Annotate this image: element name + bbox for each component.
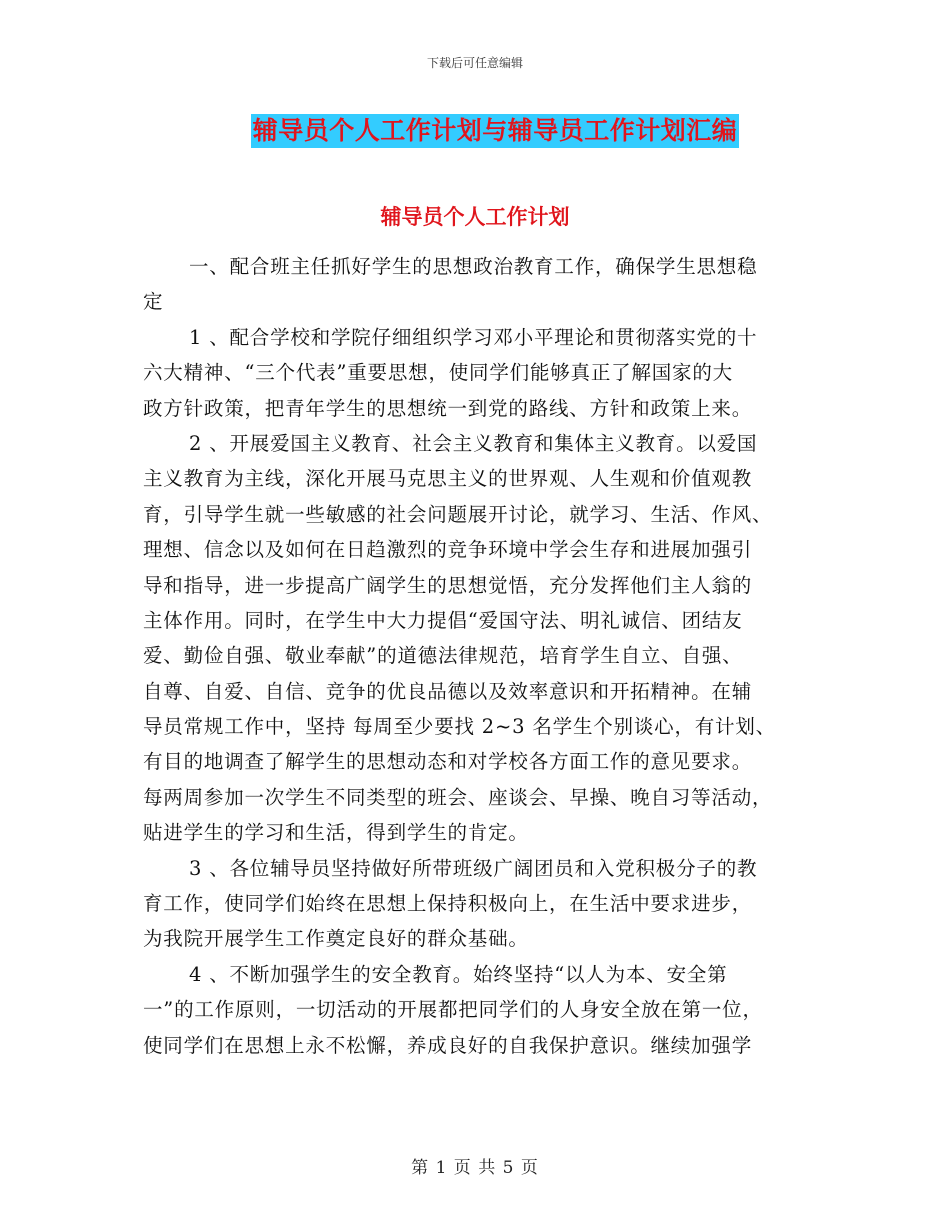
text-line: 政方针政策，把青年学生的思想统一到党的路线、方针和政策上来。 — [143, 396, 753, 420]
text-line: 自尊、自爱、自信、竞争的优良品德以及效率意识和开拓精神。在辅 — [143, 679, 753, 703]
text-line: 育工作，使同学们始终在思想上保持积极向上，在生活中要求进步， — [143, 892, 753, 916]
text-line: 贴进学生的学习和生活，得到学生的肯定。 — [143, 821, 529, 845]
body-text — [143, 249, 811, 1063]
page-footer: 第 1 页 共 5 页 — [411, 1158, 539, 1178]
document-title: 辅导员个人工作计划与辅导员工作计划汇编 — [251, 114, 740, 148]
text-line: 理想、信念以及如何在日趋激烈的竞争环境中学会生存和进展加强引 — [143, 538, 753, 562]
section-title: 辅导员个人工作计划 — [380, 204, 570, 229]
text-line: 一、配合班主任抓好学生的思想政治教育工作，确保学生思想稳 — [189, 255, 758, 278]
text-line: 3 、各位辅导员坚持做好所带班级广阔团员和入党积极分子的教 — [189, 856, 758, 880]
text-line: 使同学们在思想上永不松懈，养成良好的自我保护意识。继续加强学 — [143, 1033, 753, 1057]
text-line: 为我院开展学生工作奠定良好的群众基础。 — [143, 927, 529, 951]
header-note: 下载后可任意编辑 — [426, 56, 523, 70]
text-line: 有目的地调查了解学生的思想动态和对学校各方面工作的意见要求。 — [143, 750, 753, 774]
text-line: 导员常规工作中，坚持 每周至少要找 2~3 名学生个别谈心，有计划、 — [143, 715, 776, 739]
text-line: 育，引导学生就一些敏感的社会问题展开讨论，就学习、生活、作风、 — [143, 502, 773, 526]
text-line: 2 、开展爱国主义教育、社会主义教育和集体主义教育。以爱国 — [189, 431, 758, 455]
doc-title-container — [0, 114, 950, 148]
text-line: 六大精神、“三个代表”重要思想，使同学们能够真正了解国家的大 — [143, 361, 733, 385]
text-line: 每两周参加一次学生不同类型的班会、座谈会、早操、晚自习等活动， — [143, 785, 773, 809]
text-line: 主体作用。同时，在学生中大力提倡“爱国守法、明礼诚信、团结友 — [143, 608, 743, 632]
text-line: 爱、勤俭自强、敬业奉献”的道德法律规范，培育学生自立、自强、 — [143, 644, 743, 668]
text-line: 定 — [143, 290, 164, 314]
text-line: 导和指导，进一步提高广阔学生的思想觉悟，充分发挥他们主人翁的 — [143, 573, 753, 597]
text-line: 4 、不断加强学生的安全教育。始终坚持“以人为本、安全第 — [189, 962, 728, 986]
text-line: 一”的工作原则，一切活动的开展都把同学们的人身安全放在第一位， — [143, 998, 763, 1022]
text-line: 主义教育为主线，深化开展马克思主义的世界观、人生观和价值观教 — [143, 467, 753, 491]
text-line: 1 、配合学校和学院仔细组织学习邓小平理论和贯彻落实党的十 — [189, 325, 758, 349]
